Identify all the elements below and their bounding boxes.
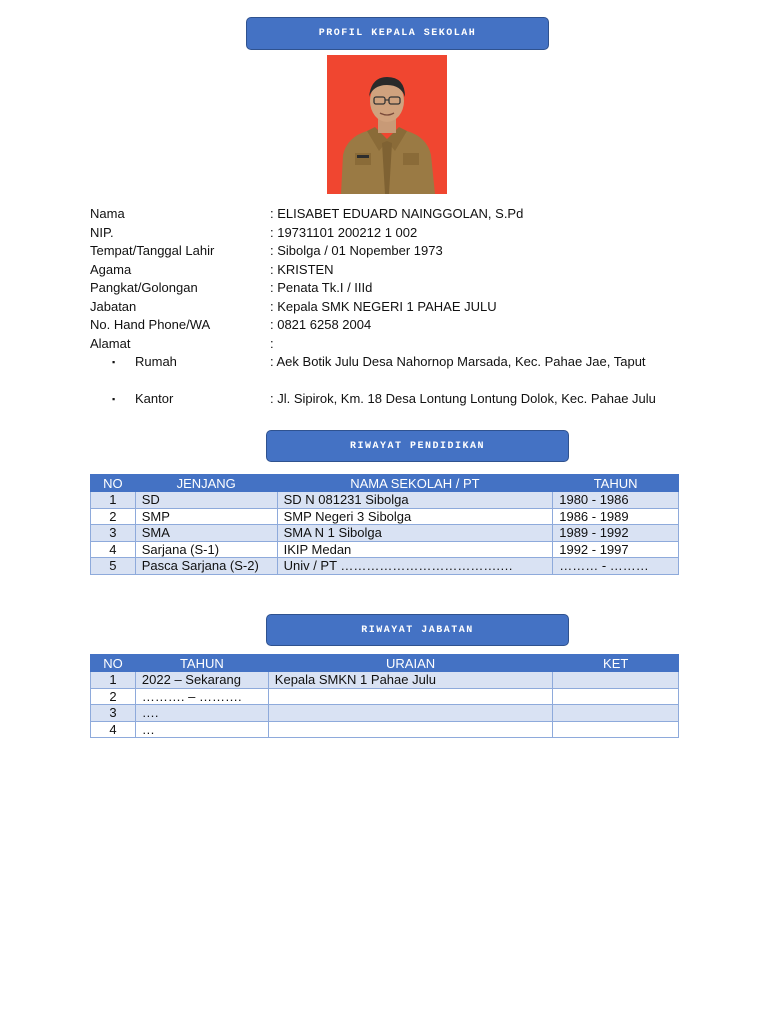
profile-info [90, 205, 730, 409]
table-cell [553, 688, 679, 705]
table-cell: 5 [91, 558, 136, 575]
column-header: TAHUN [553, 475, 679, 492]
column-header: TAHUN [135, 655, 268, 672]
square-bullet-icon: ▪ [112, 357, 116, 367]
info-label: Kantor [135, 391, 174, 406]
info-value: : ELISABET EDUARD NAINGGOLAN, S.Pd [270, 206, 524, 221]
table-cell: IKIP Medan [277, 541, 553, 558]
info-row-nama [90, 205, 730, 224]
info-label: Rumah [135, 354, 177, 369]
profil-title [246, 17, 549, 50]
column-header: NO [91, 655, 136, 672]
info-row-nip [90, 224, 730, 243]
square-bullet-icon: ▪ [112, 394, 116, 404]
table-row [91, 525, 679, 542]
info-row-alamat [90, 335, 730, 354]
info-label: Nama [90, 206, 125, 221]
info-row-rumah [90, 353, 730, 372]
person-portrait-image [327, 55, 447, 194]
table-cell [553, 705, 679, 722]
info-value: : [270, 335, 274, 351]
table-row [91, 558, 679, 575]
table-cell: SMA [135, 525, 277, 542]
jabatan-title-text: RIWAYAT JABATAN [361, 624, 474, 636]
info-label: Agama [90, 261, 132, 277]
table-cell: 3 [91, 705, 136, 722]
table-row [91, 721, 679, 738]
table-cell: 1989 - 1992 [553, 525, 679, 542]
table-cell: ………. – ………. [135, 688, 268, 705]
table-cell: 2 [91, 688, 136, 705]
table-row [91, 705, 679, 722]
info-value: : Aek Botik Julu Desa Nahornop Marsada, Kec. Pahae Jae, Taput [270, 354, 646, 369]
table-cell: 4 [91, 541, 136, 558]
table-cell: Sarjana (S-1) [135, 541, 277, 558]
column-header: URAIAN [268, 655, 553, 672]
info-row-hp [90, 316, 730, 335]
info-value: : KRISTEN [270, 261, 334, 277]
table-cell: Kepala SMKN 1 Pahae Julu [268, 672, 553, 689]
info-value: : 19731101 200212 1 002 [270, 224, 418, 240]
table-row [91, 688, 679, 705]
table-row [91, 541, 679, 558]
info-label: Jabatan [90, 298, 137, 314]
table-cell: SMP Negeri 3 Sibolga [277, 508, 553, 525]
info-value: : Kepala SMK NEGERI 1 PAHAE JULU [270, 298, 497, 314]
table-cell: 1992 - 1997 [553, 541, 679, 558]
table-cell: ……… - ……… [553, 558, 679, 575]
info-value: : Jl. Sipirok, Km. 18 Desa Lontung Lontung Dolok, Kec. Pahae Julu [270, 391, 656, 406]
table-row [91, 508, 679, 525]
column-header: NAMA SEKOLAH / PT [277, 475, 553, 492]
info-row-kantor [90, 390, 730, 409]
table-cell: SD N 081231 Sibolga [277, 492, 553, 509]
jabatan-title [266, 614, 569, 646]
table-header-row [91, 655, 679, 672]
table-cell [268, 721, 553, 738]
table-row [91, 492, 679, 509]
table-cell [268, 705, 553, 722]
info-value: : 0821 6258 2004 [270, 317, 372, 332]
jabatan-table [90, 654, 679, 738]
table-cell: 1 [91, 492, 136, 509]
table-cell [553, 672, 679, 689]
profil-title-text: PROFIL KEPALA SEKOLAH [318, 28, 477, 39]
info-label: Pangkat/Golongan [90, 280, 198, 295]
info-label: Tempat/Tanggal Lahir [90, 243, 215, 258]
table-cell: 2 [91, 508, 136, 525]
info-label: No. Hand Phone/WA [90, 317, 211, 332]
profile-photo [327, 55, 447, 194]
table-cell: SMP [135, 508, 277, 525]
table-row [91, 672, 679, 689]
column-header: NO [91, 475, 136, 492]
pendidikan-title [266, 430, 569, 462]
pendidikan-title-text: RIWAYAT PENDIDIKAN [349, 440, 486, 452]
table-cell [268, 688, 553, 705]
table-cell: 4 [91, 721, 136, 738]
table-cell: Univ / PT ……………………………….… [277, 558, 553, 575]
info-value: : Penata Tk.I / IIId [270, 280, 373, 295]
table-cell: 1 [91, 672, 136, 689]
table-cell: Pasca Sarjana (S-2) [135, 558, 277, 575]
table-cell: … [135, 721, 268, 738]
table-cell: 2022 – Sekarang [135, 672, 268, 689]
info-row-pangkat [90, 279, 730, 298]
info-value: : Sibolga / 01 Nopember 1973 [270, 243, 443, 258]
table-cell: 3 [91, 525, 136, 542]
column-header: JENJANG [135, 475, 277, 492]
table-cell: 1986 - 1989 [553, 508, 679, 525]
column-header: KET [553, 655, 679, 672]
table-cell [553, 721, 679, 738]
info-row-agama [90, 261, 730, 280]
table-cell: SMA N 1 Sibolga [277, 525, 553, 542]
info-row-ttl [90, 242, 730, 261]
info-row-jabatan [90, 298, 730, 317]
info-label: Alamat [90, 335, 131, 351]
table-header-row [91, 475, 679, 492]
info-label: NIP. [90, 224, 114, 240]
table-cell: …. [135, 705, 268, 722]
pendidikan-table [90, 474, 679, 575]
table-cell: SD [135, 492, 277, 509]
table-cell: 1980 - 1986 [553, 492, 679, 509]
